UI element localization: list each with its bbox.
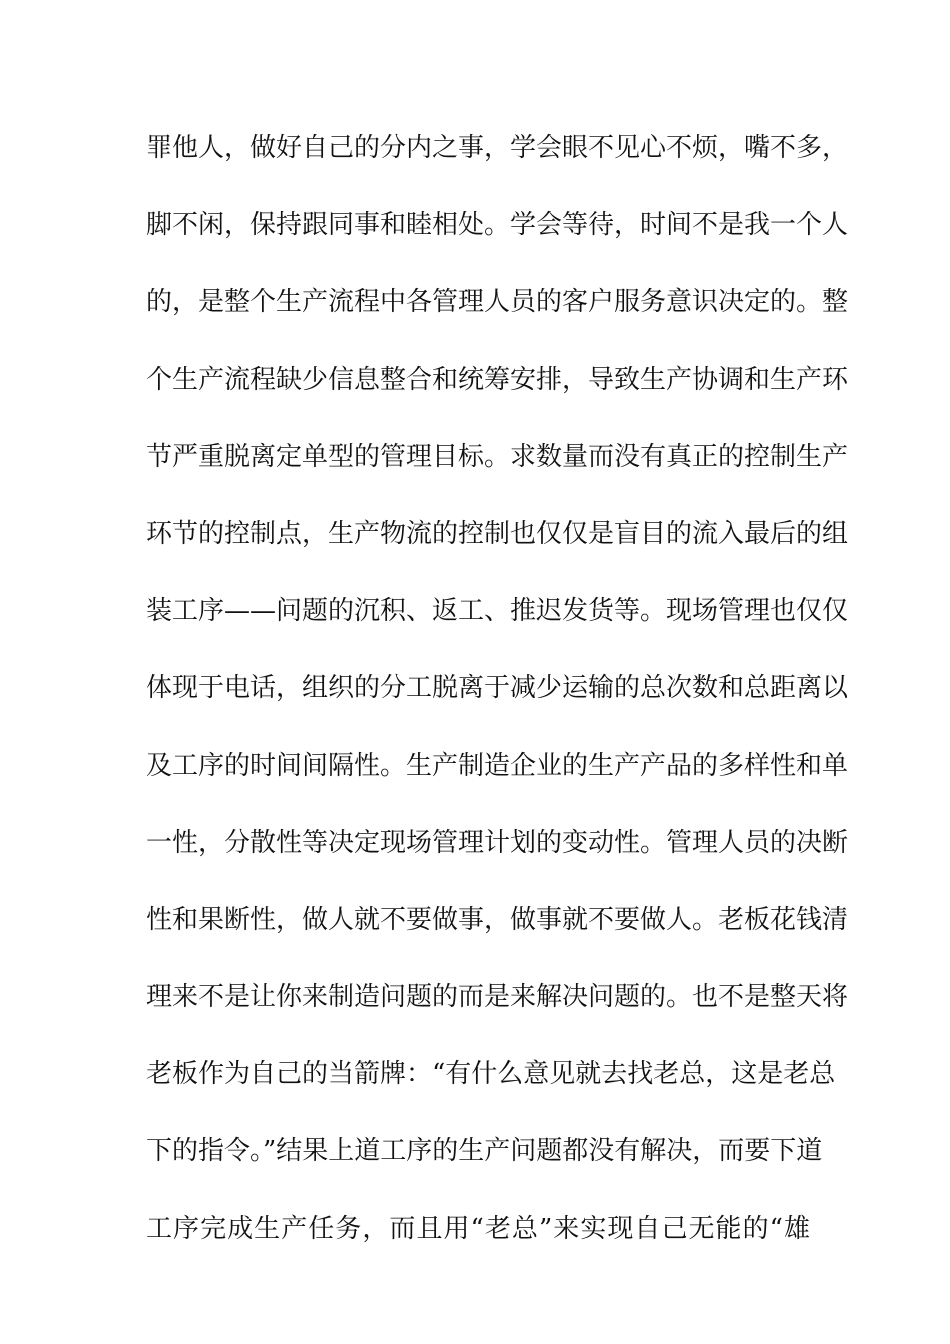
text-line: 理来不是让你来制造问题的而是来解决问题的。也不是整天将 bbox=[146, 982, 849, 1013]
text-line: 的，是整个生产流程中各管理人员的客户服务意识决定的。整 bbox=[146, 287, 849, 318]
text-line: 环节的控制点，生产物流的控制也仅仅是盲目的流入最后的组 bbox=[146, 518, 849, 549]
text-line: 装工序——问题的沉积、返工、推迟发货等。现场管理也仅仅 bbox=[146, 596, 849, 627]
text-line: 工序完成生产任务，而且用“老总”来实现自己无能的“雄 bbox=[146, 1213, 810, 1244]
text-line: 节严重脱离定单型的管理目标。求数量而没有真正的控制生产 bbox=[146, 441, 849, 472]
text-line: 老板作为自己的当箭牌：“有什么意见就去找老总，这是老总 bbox=[146, 1059, 836, 1090]
text-line: 脚不闲，保持跟同事和睦相处。学会等待，时间不是我一个人 bbox=[146, 210, 849, 241]
body-text bbox=[146, 128, 849, 1286]
text-line: 罪他人，做好自己的分内之事，学会眼不见心不烦，嘴不多， bbox=[146, 133, 849, 163]
text-line: 个生产流程缺少信息整合和统筹安排，导致生产协调和生产环 bbox=[146, 364, 849, 395]
text-line: 一性，分散性等决定现场管理计划的变动性。管理人员的决断 bbox=[146, 827, 849, 858]
text-line: 体现于电话，组织的分工脱离于减少运输的总次数和总距离以 bbox=[146, 673, 849, 704]
text-line: 及工序的时间间隔性。生产制造企业的生产产品的多样性和单 bbox=[146, 750, 849, 781]
text-line: 下的指令。”结果上道工序的生产问题都没有解决，而要下道 bbox=[146, 1136, 823, 1167]
text-line: 性和果断性，做人就不要做事，做事就不要做人。老板花钱清 bbox=[146, 904, 849, 935]
